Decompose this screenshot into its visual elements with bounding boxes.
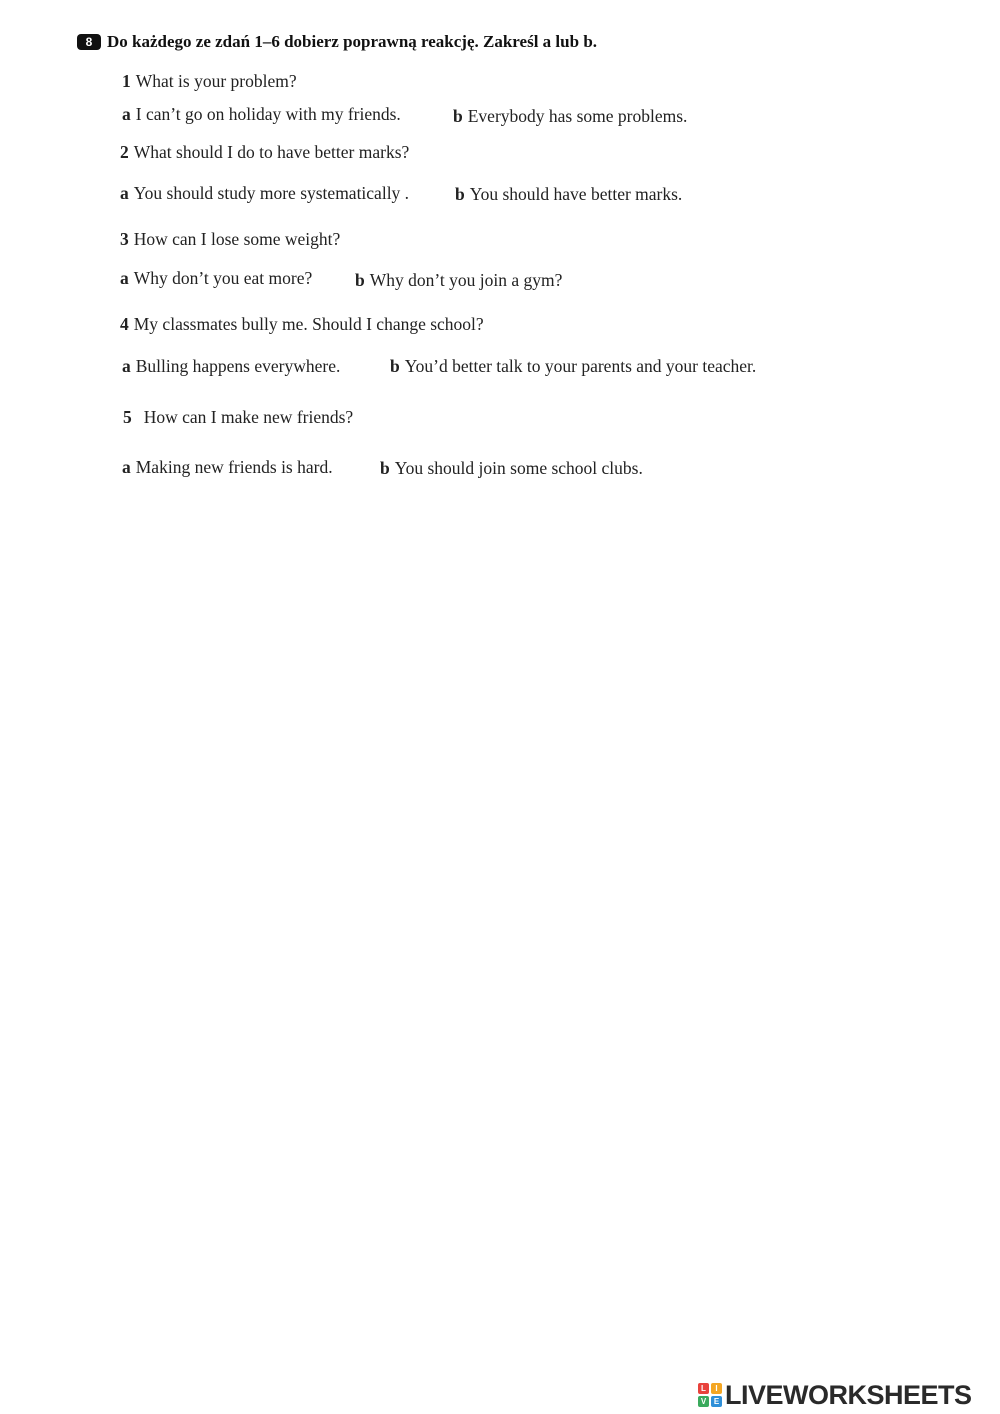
option-text: Everybody has some problems. <box>467 106 688 126</box>
option-text: I can’t go on holiday with my friends. <box>135 104 401 124</box>
option-text: Making new friends is hard. <box>135 457 333 477</box>
question-number: 2 <box>120 142 129 162</box>
option-letter: a <box>120 268 129 288</box>
logo-tiles-icon <box>698 1383 722 1407</box>
question-number: 5 <box>123 407 132 427</box>
question-4-option-a <box>122 356 340 377</box>
option-text: You should have better marks. <box>469 184 683 204</box>
question-5-option-a <box>122 457 333 478</box>
question-5 <box>123 407 353 428</box>
question-number: 3 <box>120 229 129 249</box>
logo-tile: L <box>698 1383 709 1394</box>
option-a[interactable] <box>122 356 340 376</box>
question-text: My classmates bully me. Should I change school? <box>133 314 484 334</box>
question-text: How can I lose some weight? <box>133 229 341 249</box>
question-3-option-a <box>120 268 312 289</box>
question-number: 4 <box>120 314 129 334</box>
question-4 <box>120 314 484 335</box>
option-text: You should join some school clubs. <box>394 458 643 478</box>
option-b[interactable] <box>355 270 562 290</box>
logo-text: LIVEWORKSHEETS <box>725 1380 972 1410</box>
option-a[interactable] <box>122 457 333 477</box>
instruction-text: Do każdego ze zdań 1–6 dobierz poprawną reakcję. Zakreśl a lub b. <box>107 32 598 51</box>
question-3-option-b <box>355 270 562 291</box>
question-4-option-b <box>390 356 756 377</box>
option-a[interactable] <box>120 183 409 203</box>
option-text: Why don’t you eat more? <box>133 268 313 288</box>
liveworksheets-logo <box>698 1382 972 1408</box>
logo-tile: I <box>711 1383 722 1394</box>
option-letter: a <box>122 457 131 477</box>
option-letter: a <box>120 183 129 203</box>
question-2-option-b <box>455 184 682 205</box>
option-text: Bulling happens everywhere. <box>135 356 341 376</box>
option-letter: a <box>122 104 131 124</box>
option-a[interactable] <box>120 268 312 288</box>
question-text: What should I do to have better marks? <box>133 142 410 162</box>
option-text: You’d better talk to your parents and your teacher. <box>404 356 757 376</box>
question-text: How can I make new friends? <box>143 407 354 427</box>
option-letter: b <box>455 184 465 204</box>
logo-tile: V <box>698 1396 709 1407</box>
option-letter: b <box>355 270 365 290</box>
question-1 <box>122 71 297 92</box>
exercise-number-badge: 8 <box>77 34 101 50</box>
option-text: You should study more systematically . <box>133 183 410 203</box>
question-2-option-a <box>120 183 409 204</box>
option-letter: a <box>122 356 131 376</box>
option-letter: b <box>453 106 463 126</box>
question-text: What is your problem? <box>135 71 297 91</box>
option-letter: b <box>380 458 390 478</box>
question-1-option-a <box>122 104 401 125</box>
question-5-option-b <box>380 458 643 479</box>
option-a[interactable] <box>122 104 401 124</box>
question-3 <box>120 229 340 250</box>
option-b[interactable] <box>455 184 682 204</box>
option-letter: b <box>390 356 400 376</box>
option-b[interactable] <box>453 106 687 126</box>
option-b[interactable] <box>390 356 756 376</box>
question-number: 1 <box>122 71 131 91</box>
logo-tile: E <box>711 1396 722 1407</box>
question-1-option-b <box>453 106 687 127</box>
question-2 <box>120 142 409 163</box>
option-b[interactable] <box>380 458 643 478</box>
option-text: Why don’t you join a gym? <box>369 270 563 290</box>
exercise-instruction <box>77 32 597 52</box>
